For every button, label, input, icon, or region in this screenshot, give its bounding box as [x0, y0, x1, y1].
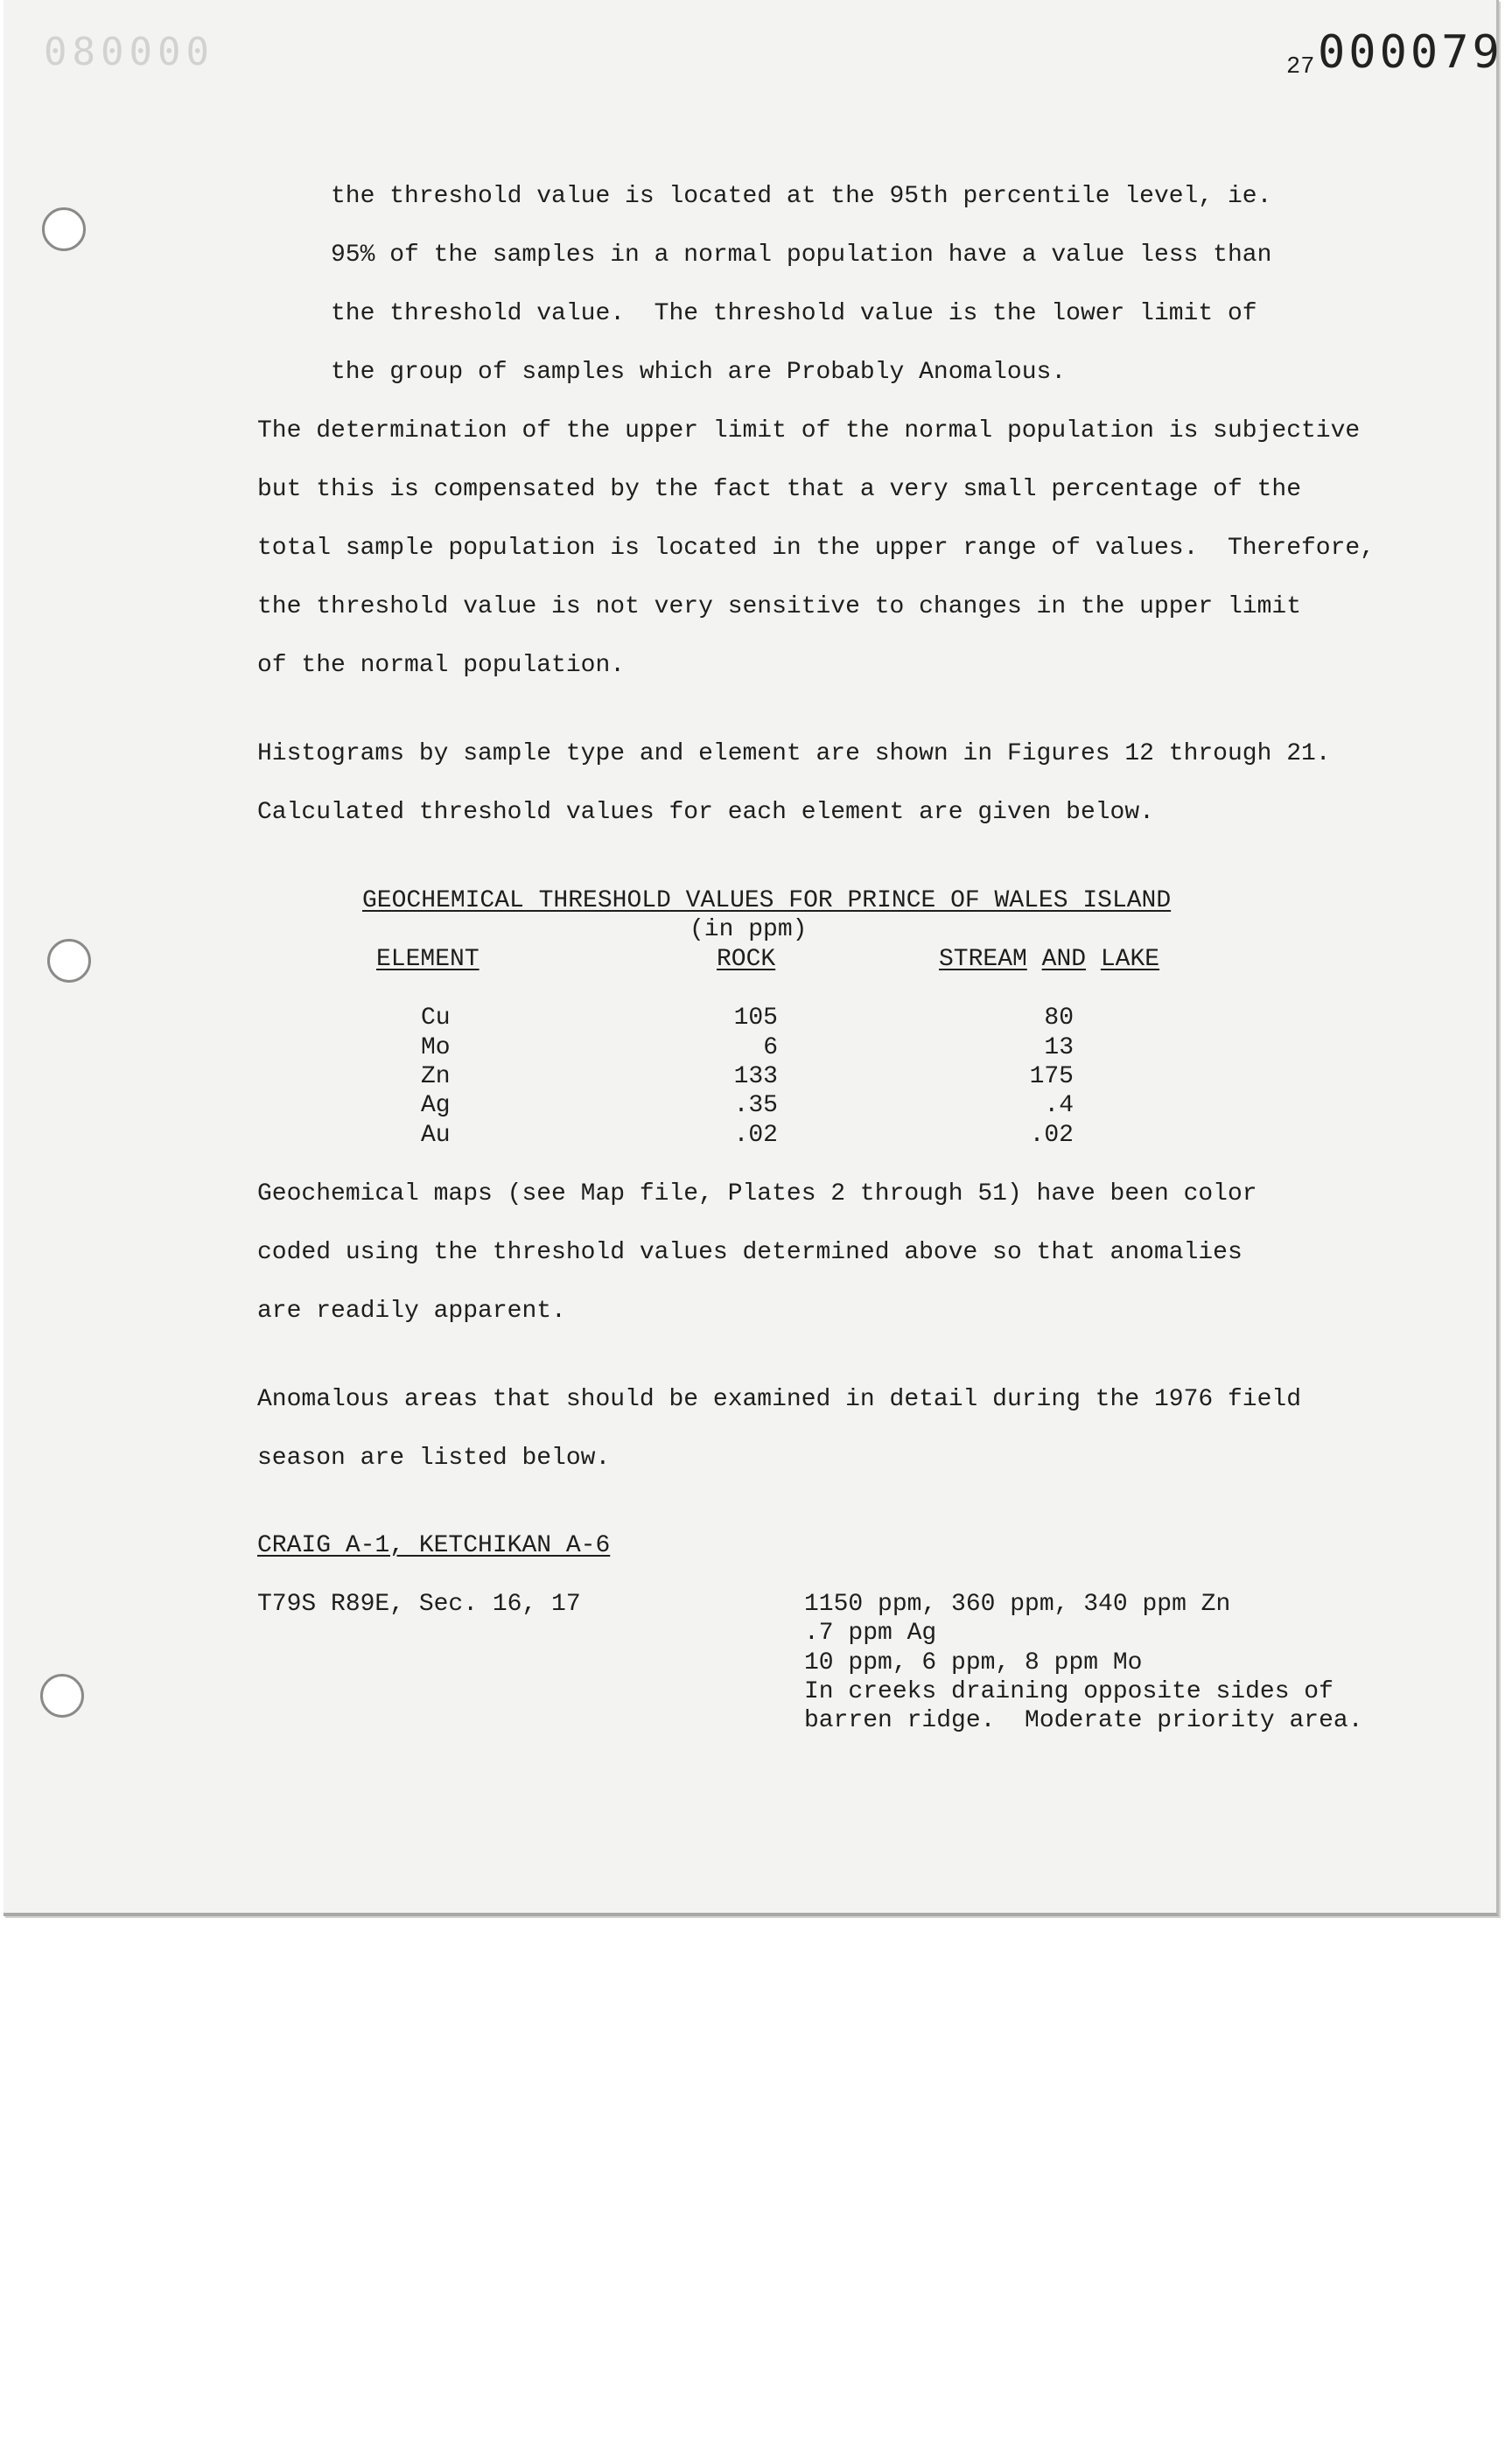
section-location: T79S R89E, Sec. 16, 17 [257, 1591, 581, 1618]
cell-stream: 80 [1044, 1004, 1074, 1032]
header-word: LAKE [1100, 946, 1160, 973]
cell-rock: 6 [763, 1034, 778, 1061]
section-detail-line: .7 ppm Ag [804, 1620, 937, 1647]
cell-stream: 175 [1029, 1063, 1074, 1090]
section-detail-line: In creeks draining opposite sides of [804, 1678, 1334, 1705]
cell-stream: .02 [1029, 1122, 1074, 1149]
header-word: STREAM [939, 946, 1027, 973]
section-heading: CRAIG A-1, KETCHIKAN A-6 [257, 1532, 611, 1559]
paragraph-line: total sample population is located in the upper range of values. Therefore, [257, 535, 1376, 562]
column-header-element: ELEMENT [376, 946, 480, 973]
document-page [4, 0, 1503, 1916]
cell-rock: .02 [733, 1122, 778, 1149]
binder-hole [42, 207, 86, 251]
paragraph-line: of the normal population. [257, 652, 626, 679]
binder-hole [40, 1674, 84, 1718]
cell-element: Au [421, 1122, 451, 1149]
cell-stream: .4 [1044, 1092, 1074, 1119]
cell-rock: 105 [733, 1004, 778, 1032]
cell-stream: 13 [1044, 1034, 1074, 1061]
column-header-rock: ROCK [717, 946, 776, 973]
table-title: GEOCHEMICAL THRESHOLD VALUES FOR PRINCE OF WALES ISLAND [362, 887, 1172, 914]
binder-hole [47, 939, 91, 983]
header-word: AND [1041, 946, 1087, 973]
table-units: (in ppm) [690, 916, 808, 943]
paragraph-line: coded using the threshold values determined above so that anomalies [257, 1239, 1242, 1266]
cell-rock: 133 [733, 1063, 778, 1090]
paragraph-line: The determination of the upper limit of the normal population is subjective [257, 417, 1361, 444]
paragraph-line: season are listed below. [257, 1445, 611, 1472]
cell-rock: .35 [733, 1092, 778, 1119]
page-number: 27 [1286, 54, 1315, 80]
column-header-stream-and-lake [939, 945, 1159, 974]
paragraph-line: Histograms by sample type and element are shown in Figures 12 through 21. [257, 740, 1331, 767]
paragraph-line: 95% of the samples in a normal population have a value less than [331, 242, 1272, 269]
paragraph-line: the threshold value is located at the 95th percentile level, ie. [331, 183, 1272, 210]
paragraph-line: the threshold value is not very sensitive to changes in the upper limit [257, 593, 1301, 620]
paragraph-line: Geochemical maps (see Map file, Plates 2 through 51) have been color [257, 1180, 1257, 1208]
section-detail-line: 10 ppm, 6 ppm, 8 ppm Mo [804, 1649, 1143, 1676]
paragraph-line: are readily apparent. [257, 1298, 566, 1325]
cell-element: Zn [421, 1063, 451, 1090]
cell-element: Ag [421, 1092, 451, 1119]
paragraph-line: but this is compensated by the fact that a very small percentage of the [257, 476, 1301, 503]
paragraph-line: the threshold value. The threshold value is the lower limit of [331, 300, 1257, 327]
cell-element: Mo [421, 1034, 451, 1061]
section-detail-line: 1150 ppm, 360 ppm, 340 ppm Zn [804, 1591, 1231, 1618]
cell-element: Cu [421, 1004, 451, 1032]
faint-stamp-number: 080000 [44, 30, 214, 74]
paragraph-line: the group of samples which are Probably Anomalous. [331, 359, 1067, 386]
paragraph-line: Calculated threshold values for each element are given below. [257, 799, 1154, 826]
document-stamp-number: 000079 [1318, 26, 1503, 79]
section-detail-line: barren ridge. Moderate priority area. [804, 1707, 1363, 1734]
paragraph-line: Anomalous areas that should be examined in detail during the 1976 field [257, 1386, 1301, 1413]
